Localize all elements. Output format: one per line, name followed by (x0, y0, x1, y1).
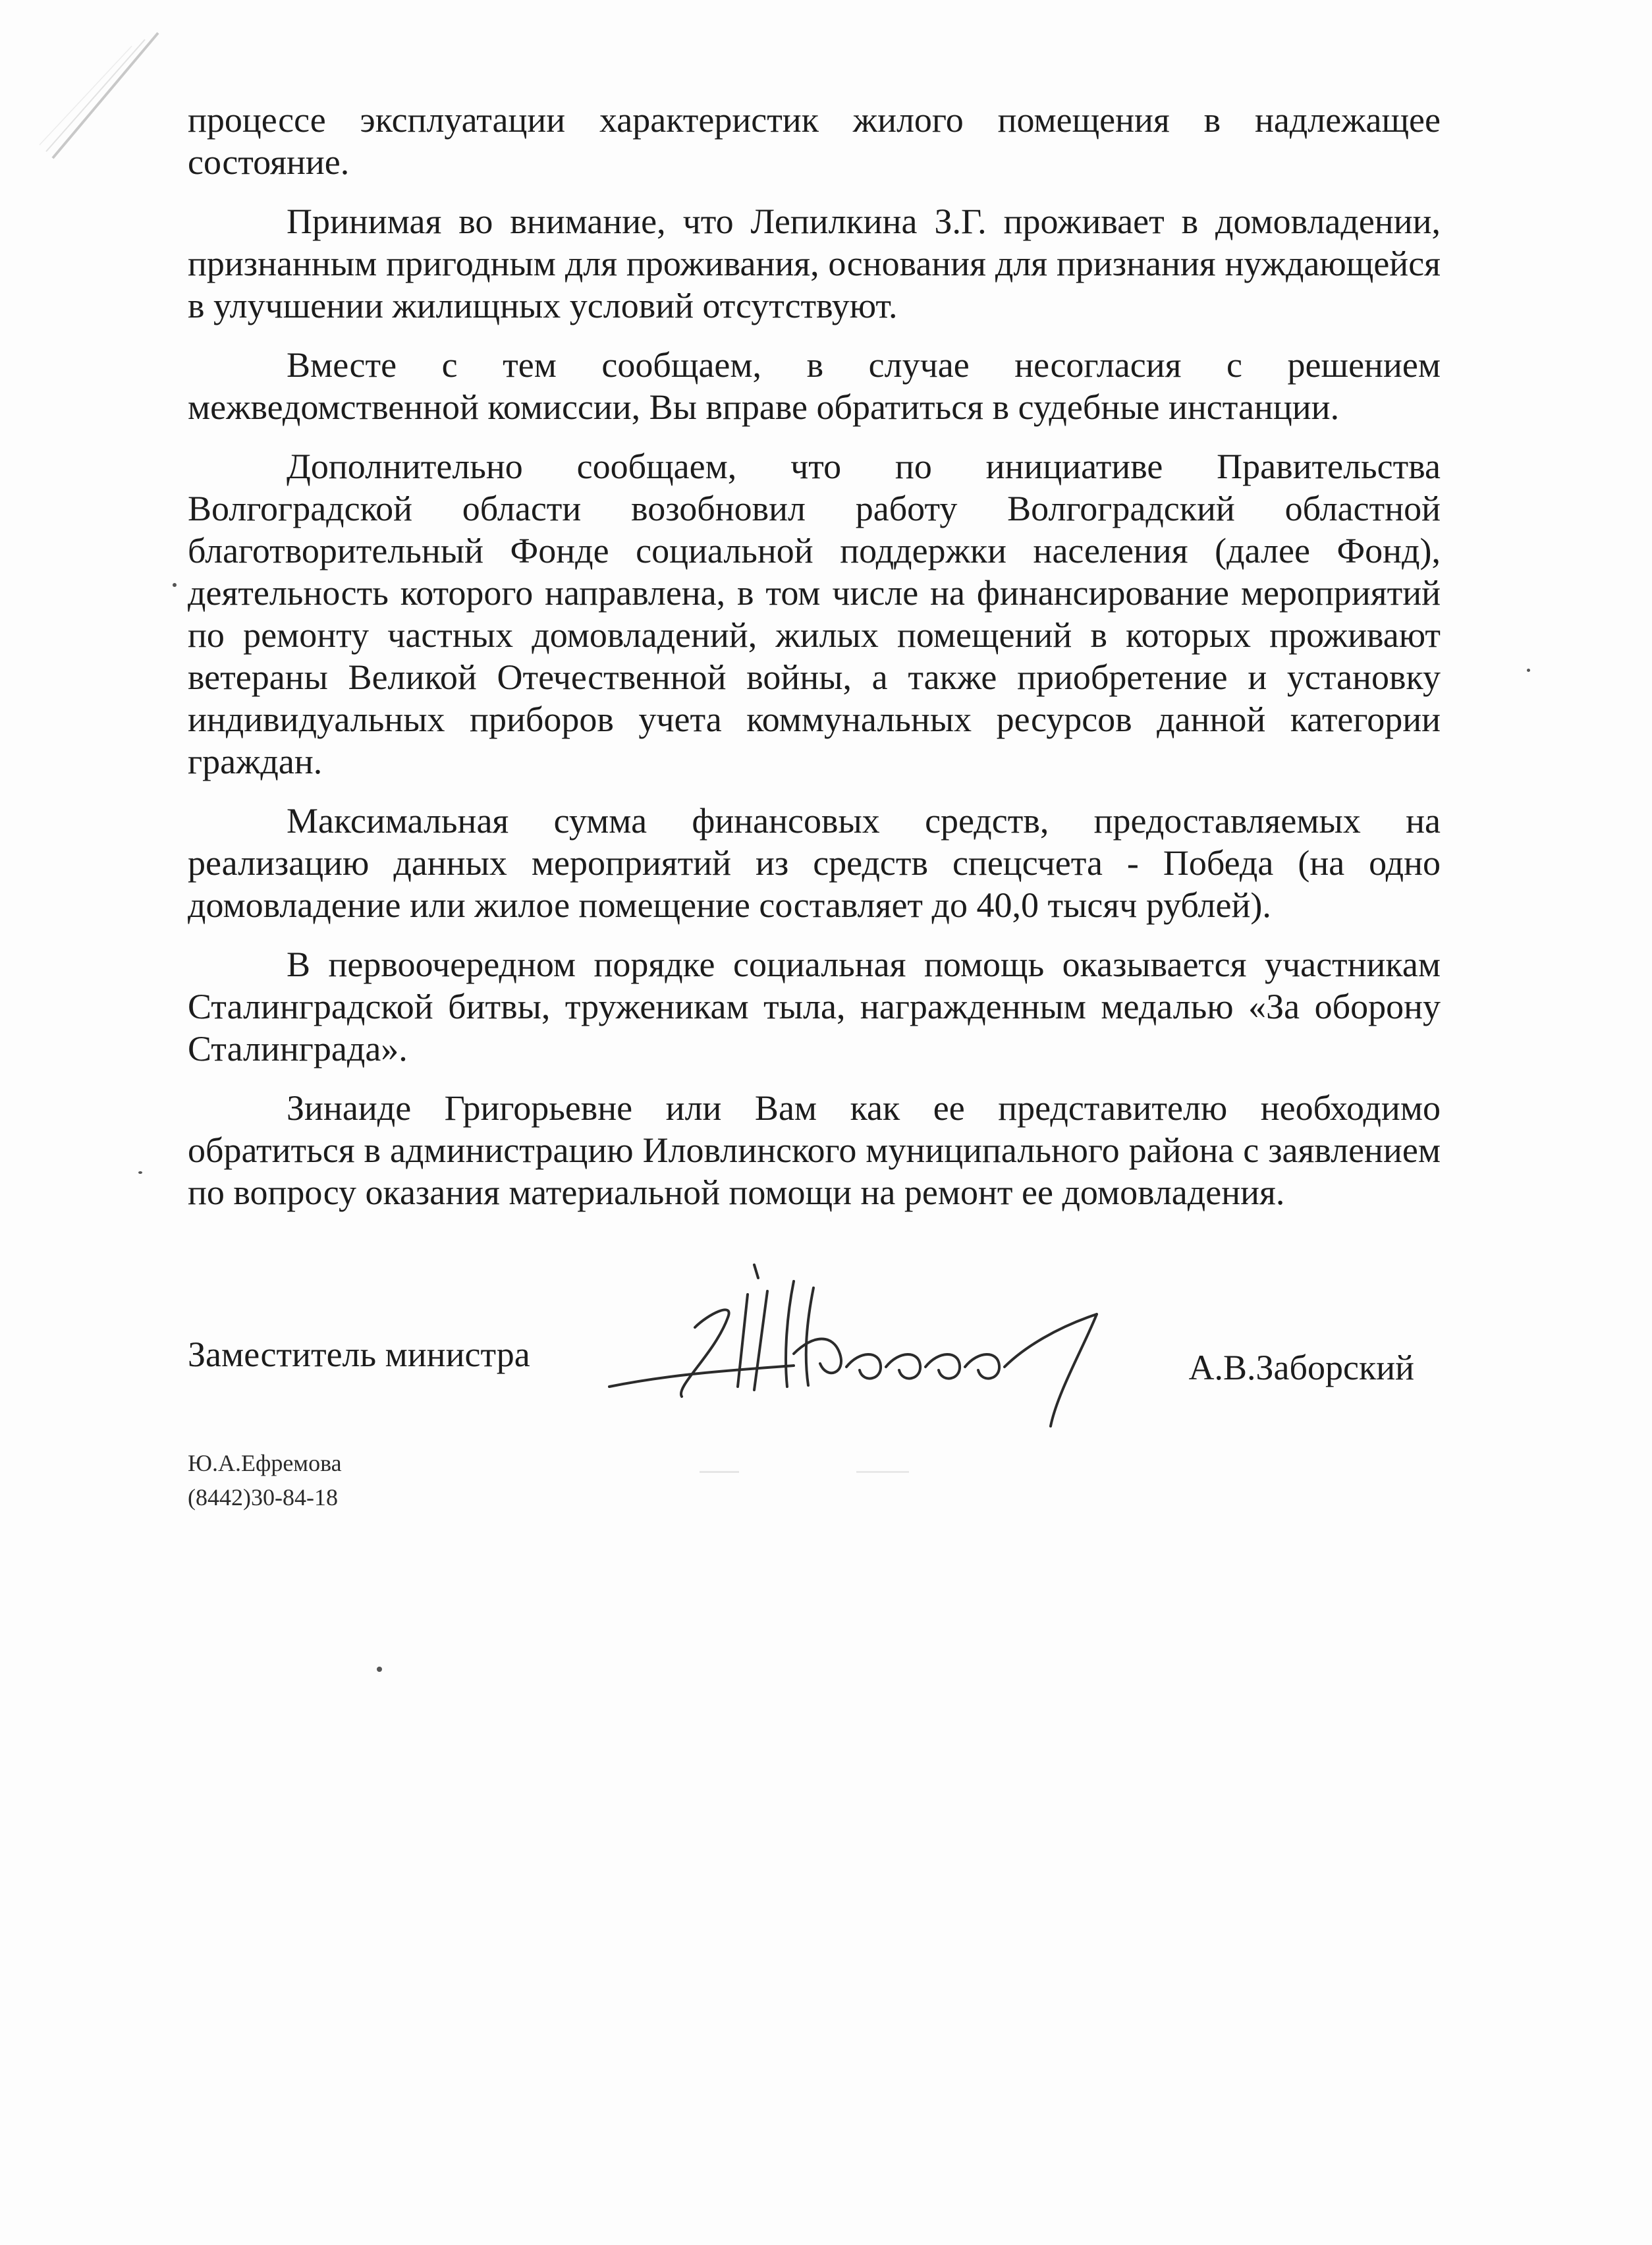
scan-speck (856, 1471, 909, 1473)
executor-block (188, 1446, 342, 1514)
scan-speck (377, 1667, 382, 1672)
paragraph-instructions: Зинаиде Григорьевне или Вам как ее представителю необходимо обратиться в администрацию Иловлинского муниципального района с заявлением по вопросу оказания материальной помощи на ремонт ее домовладения. (188, 1088, 1441, 1212)
signatory-position: Заместитель министра (188, 1335, 530, 1374)
scan-speck (173, 583, 177, 587)
signature-block (188, 1314, 1441, 1446)
scan-speck (138, 1171, 142, 1174)
executor-name: Ю.А.Ефремова (188, 1450, 342, 1476)
executor-phone: (8442)30-84-18 (188, 1484, 338, 1511)
paragraph-fund-info: Дополнительно сообщаем, что по инициативе Правительства Волгоградской области возобновил работу Волгоградский областной благотворительный Фонде социальной поддержки населения (далее Фонд), деятельность которого направлена, в том числе на финансирование мероприятий по ремонту частных домовладений, жилых помещений в которых проживают ветераны Великой Отечественной войны, а также приобретение и установку индивидуальных приборов учета коммунальных ресурсов данной категории граждан. (188, 447, 1441, 781)
paragraph-priority: В первоочередном порядке социальная помощь оказывается участникам Сталинградской битвы, труженикам тыла, награжденным медалью «За оборону Сталинграда». (188, 945, 1441, 1068)
signatory-name: А.В.Заборский (1188, 1348, 1414, 1387)
scan-corner-mark (33, 20, 191, 171)
paragraph-housing-status: Принимая во внимание, что Лепилкина З.Г. проживает в домовладении, признанным пригодным для проживания, основания для признания нуждающейся в улучшении жилищных условий отсутствуют. (188, 202, 1441, 325)
paragraph-court-appeal: Вместе с тем сообщаем, в случае несогласия с решением межведомственной комиссии, Вы вправе обратиться в судебные инстанции. (188, 345, 1441, 427)
handwritten-signature (596, 1255, 1176, 1439)
scan-speck (1527, 669, 1530, 672)
paragraph-max-sum: Максимальная сумма финансовых средств, предоставляемых на реализацию данных мероприятий из средств спецсчета - Победа (на одно домовладение или жилое помещение составляет до 40,0 тысяч рублей). (188, 801, 1441, 925)
scan-speck (700, 1471, 739, 1473)
paragraph-continuation: процессе эксплуатации характеристик жилого помещения в надлежащее состояние. (188, 100, 1441, 182)
letter-body (188, 99, 1441, 1231)
